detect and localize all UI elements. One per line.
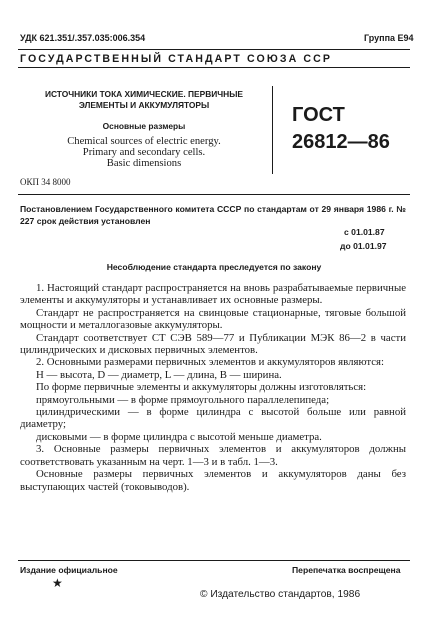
body-paragraph: 2. Основными размерами первичных элементов и аккумуляторов являются: bbox=[36, 356, 384, 369]
valid-from: с 01.01.87 bbox=[344, 227, 385, 237]
standard-body bbox=[20, 282, 406, 493]
standard-name: ГОСУДАРСТВЕННЫЙ СТАНДАРТ СОЮЗА ССР bbox=[20, 53, 333, 65]
standard-name-rule bbox=[18, 67, 410, 68]
gost-label: ГОСТ bbox=[292, 104, 345, 126]
title-ru: ИСТОЧНИКИ ТОКА ХИМИЧЕСКИЕ. ПЕРВИЧНЫЕ ЭЛЕМЕНТЫ И АККУМУЛЯТОРЫ bbox=[44, 89, 244, 110]
title-en-line1: Chemical sources of electric energy. bbox=[67, 136, 221, 147]
okp-code: ОКП 34 8000 bbox=[20, 177, 71, 187]
footer-rule bbox=[18, 560, 410, 561]
reprint-prohibited: Перепечатка воспрещена bbox=[292, 565, 401, 575]
body-paragraph: 1. Настоящий стандарт распространяется на вновь разрабатываемые первичные элементы и аккумуляторы и устанавливает их основные размеры. bbox=[20, 282, 406, 307]
title-subtitle: Основные размеры bbox=[102, 121, 186, 131]
body-paragraph: 3. Основные размеры первичных элементов и аккумуляторов должны соответствовать указанным на черт. 1—3 и в табл. 1—3. bbox=[20, 443, 406, 468]
valid-until: до 01.01.97 bbox=[340, 241, 387, 251]
body-paragraph: дисковыми — в форме цилиндра с высотой меньше диаметра. bbox=[36, 430, 322, 443]
star-icon: ★ bbox=[52, 576, 63, 590]
title-en bbox=[20, 136, 268, 169]
header-bottom-rule bbox=[18, 194, 410, 195]
body-paragraph: Стандарт не распространяется на свинцовые стационарные, тяговые большой мощности и металлогазовые аккумуляторы. bbox=[20, 306, 406, 332]
gost-number: 26812—86 bbox=[292, 131, 390, 153]
group-code: Группа Е94 bbox=[364, 33, 414, 43]
body-paragraph: По форме первичные элементы и аккумуляторы должны изготовляться: bbox=[36, 381, 367, 394]
body-paragraph: Стандарт соответствует СТ СЭВ 589—77 и Публикации МЭК 86—2 в части цилиндрических и дисковых первичных элементов. bbox=[20, 331, 406, 357]
legal-warning: Несоблюдение стандарта преследуется по закону bbox=[106, 262, 322, 272]
title-en-line2: Primary and secondary cells. bbox=[82, 147, 206, 158]
udk-code: УДК 621.351/.357.035:006.354 bbox=[20, 33, 146, 43]
title-divider bbox=[272, 86, 273, 174]
body-paragraph: цилиндрическими — в форме цилиндра с высотой больше или равной диаметру; bbox=[20, 406, 406, 431]
official-edition: Издание официальное bbox=[20, 565, 118, 575]
body-paragraph: H — высота, D — диаметр, L — длина, B — ширина. bbox=[36, 368, 282, 381]
body-paragraph: Основные размеры первичных элементов и аккумуляторов даны без выступающих частей (токовыводов). bbox=[20, 468, 406, 493]
body-paragraph: прямоугольными — в форме прямоугольного параллелепипеда; bbox=[36, 393, 330, 406]
decree-text: Постановлением Государственного комитета СССР по стандартам от 29 января 1986 г. № 227 срок действия установлен bbox=[20, 204, 406, 226]
copyright: © Издательство стандартов, 1986 bbox=[200, 589, 361, 600]
title-en-line3: Basic dimensions bbox=[106, 158, 182, 169]
top-rule bbox=[18, 49, 410, 50]
